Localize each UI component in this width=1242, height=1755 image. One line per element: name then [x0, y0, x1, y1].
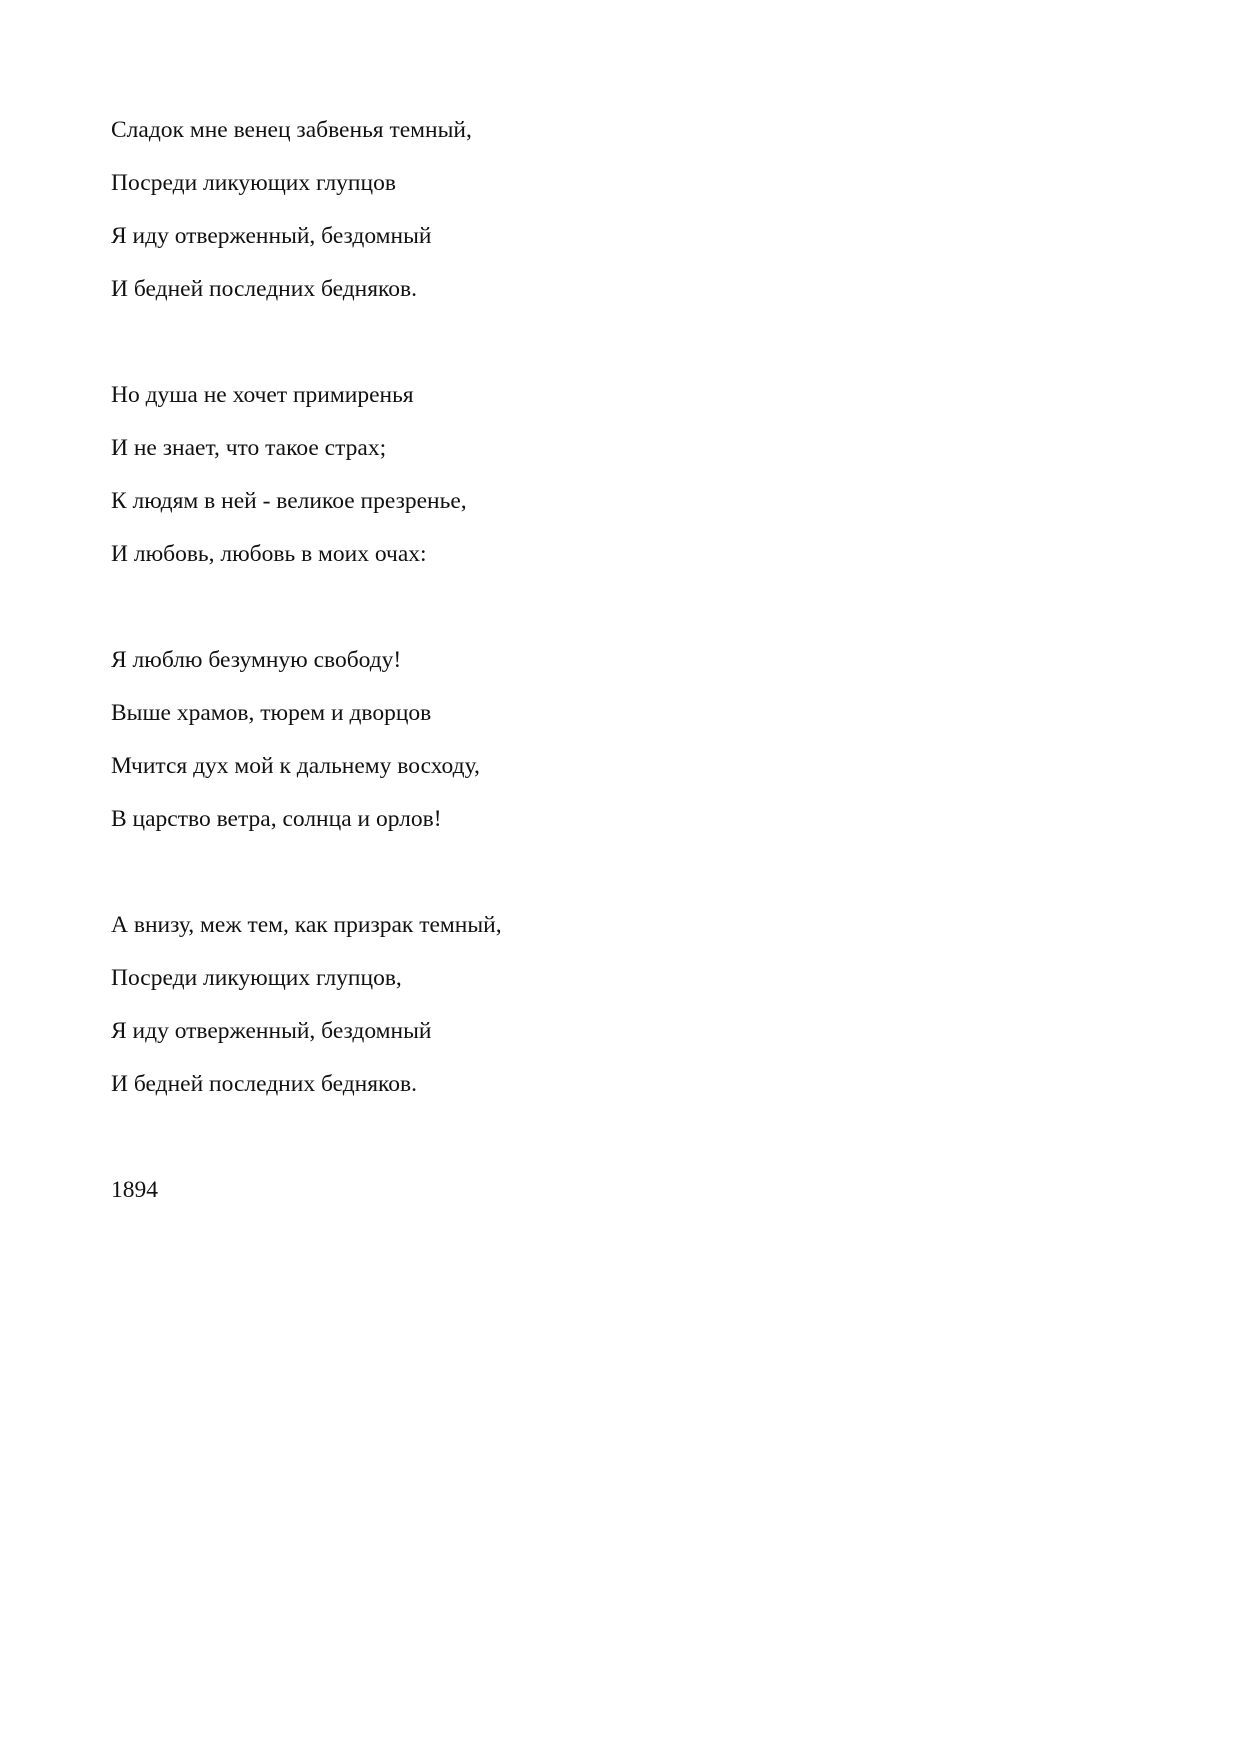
poem-line: В царство ветра, солнца и орлов!: [111, 806, 442, 832]
stanza-1: [111, 104, 502, 316]
poem-line: И бедней последних бедняков.: [111, 1071, 418, 1097]
stanza-2: [111, 369, 502, 581]
poem: [111, 104, 502, 1217]
stanza-4: [111, 899, 502, 1111]
poem-line: Сладок мне венец забвенья темный,: [111, 117, 472, 143]
poem-line: И бедней последних бедняков.: [111, 276, 418, 302]
poem-line: А внизу, меж тем, как призрак темный,: [111, 912, 502, 938]
poem-date: 1894: [111, 1177, 158, 1203]
poem-line: Я иду отверженный, бездомный: [111, 223, 432, 249]
poem-line: Выше храмов, тюрем и дворцов: [111, 700, 432, 726]
poem-line: И не знает, что такое страх;: [111, 435, 387, 461]
poem-line: Мчится дух мой к дальнему восходу,: [111, 753, 480, 779]
poem-line: Я иду отверженный, бездомный: [111, 1018, 432, 1044]
poem-line: И любовь, любовь в моих очах:: [111, 541, 427, 567]
poem-line: Посреди ликующих глупцов: [111, 170, 396, 196]
poem-line: К людям в ней - великое презренье,: [111, 488, 467, 514]
stanza-3: [111, 634, 502, 846]
poem-line: Я люблю безумную свободу!: [111, 647, 402, 673]
poem-line: Посреди ликующих глупцов,: [111, 965, 402, 991]
poem-line: Но душа не хочет примиренья: [111, 382, 414, 408]
